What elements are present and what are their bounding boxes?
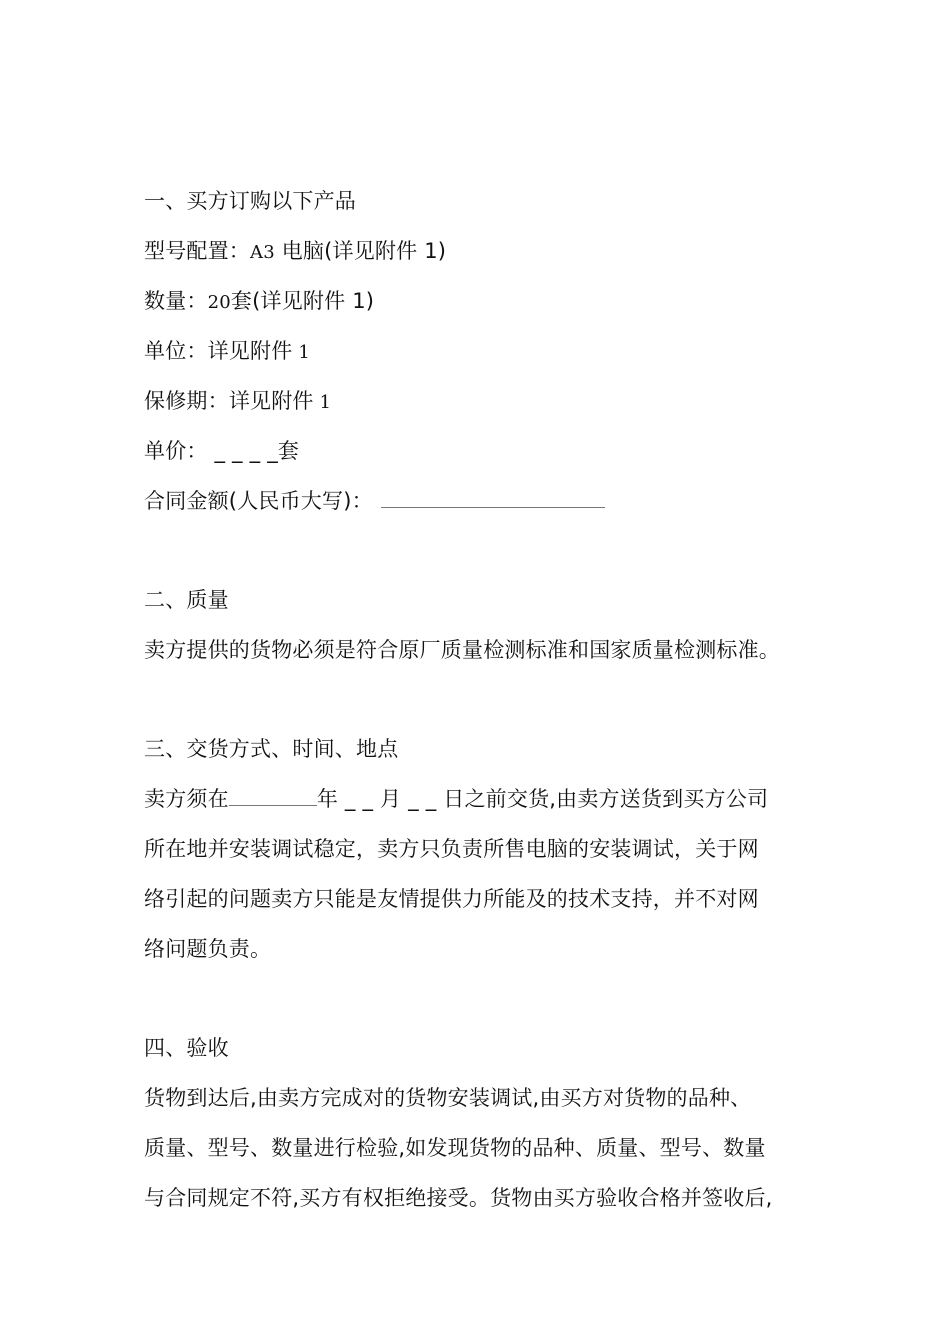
model-label: 型号配置： — [144, 239, 250, 263]
section1-heading: 一、买方订购以下产品 — [144, 189, 356, 213]
year-blank-underline — [229, 804, 317, 806]
quantity-note: (详见附件 1) — [252, 289, 375, 313]
delivery-prefix: 卖方须在 — [144, 787, 229, 811]
unit-value: 详见附件 — [207, 339, 293, 363]
quality-text: 卖方提供的货物必须是符合原厂质量检测标准和国家质量检测标准。 — [144, 638, 780, 662]
delivery-line-4: 络问题负责。 — [144, 937, 272, 961]
delivery-line-3: 络引起的问题卖方只能是友情提供力所能及的技术支持，并不对网 — [144, 887, 759, 911]
quantity-unit: 套 — [230, 289, 253, 313]
model-value: A3 — [250, 242, 275, 263]
contract-amount-line — [144, 486, 605, 516]
price-unit: 套 — [277, 439, 300, 463]
section4-heading: 四、验收 — [144, 1036, 229, 1060]
unit-label: 单位： — [144, 339, 208, 363]
unit-price-line — [144, 436, 299, 466]
unit-num: 1 — [292, 342, 310, 363]
warranty-label: 保修期： — [144, 389, 229, 413]
model-note: (详见附件 1) — [324, 239, 447, 263]
unit-line — [144, 336, 310, 368]
section3-heading: 三、交货方式、时间、地点 — [144, 737, 399, 761]
delivery-line-1 — [144, 784, 768, 814]
price-label: 单价： — [144, 439, 208, 463]
quantity-value: 20 — [207, 292, 231, 313]
amount-blank-underline — [381, 506, 605, 508]
warranty-line — [144, 386, 331, 418]
delivery-line-2: 所在地并安装调试稳定，卖方只负责所售电脑的安装调试，关于网 — [144, 837, 759, 861]
warranty-value: 详见附件 — [228, 389, 314, 413]
delivery-date-text: 年 _ _ 月 _ _ 日之前交货,由卖方送货到买方公司 — [316, 787, 769, 811]
acceptance-line-1: 货物到达后,由卖方完成对的货物安装调试,由买方对货物的品种、 — [144, 1086, 752, 1110]
section2-heading: 二、质量 — [144, 588, 229, 612]
acceptance-line-3: 与合同规定不符,买方有权拒绝接受。货物由买方验收合格并签收后, — [144, 1186, 773, 1210]
quantity-label: 数量： — [144, 289, 208, 313]
price-blanks: _ _ _ _ — [207, 439, 278, 463]
quantity-line — [144, 286, 374, 318]
amount-label: 合同金额(人民币大写)： — [144, 489, 373, 513]
model-text: 电脑 — [274, 239, 325, 263]
model-config-line — [144, 236, 446, 268]
acceptance-line-2: 质量、型号、数量进行检验,如发现货物的品种、质量、型号、数量 — [144, 1136, 766, 1160]
warranty-num: 1 — [313, 392, 332, 413]
